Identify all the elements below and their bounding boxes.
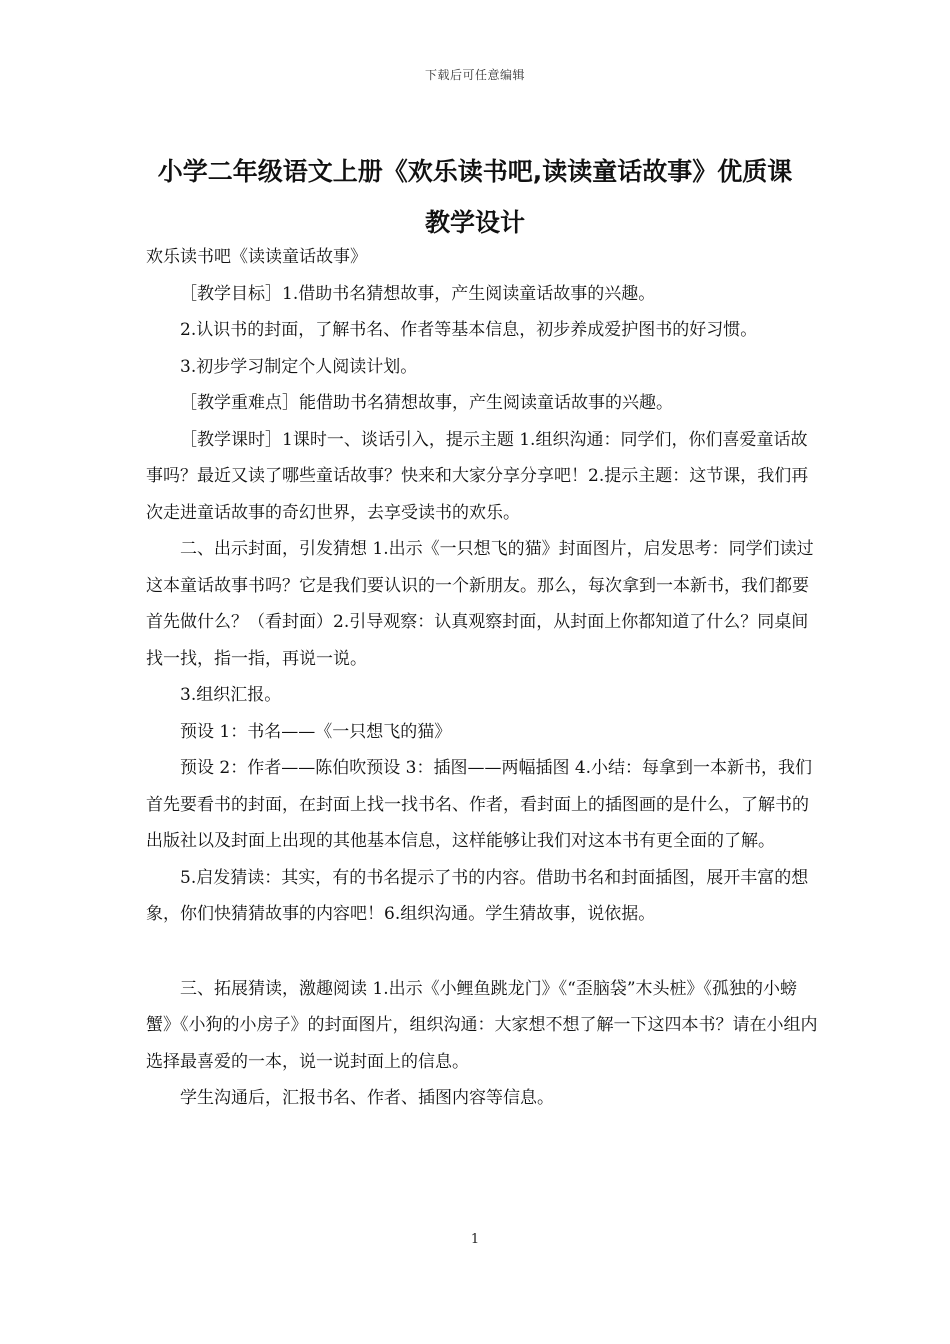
paragraph-key-points: ［教学重难点］能借助书名猜想故事，产生阅读童话故事的兴趣。 [180,393,673,413]
paragraph-guess-reading: 5.启发猜读：其实，有的书名提示了书的内容。借助书名和封面插图，展开丰富的想象，你们快猜猜故事的内容吧！6.组织沟通。学生猜故事，说依据。 [146,867,809,924]
paragraph-show-cover: 二、出示封面，引发猜想 1.出示《一只想飞的猫》封面图片，启发思考：同学们读过这本童话故事书吗？它是我们要认识的一个新朋友。那么，每次拿到一本新书，我们都要首先做什么？（看封面）2.引导观察：认真观察封面，从封面上你都知道了什么？同桌间找一找，指一指，再说一说。 [146,539,814,669]
header-note: 下载后可任意编辑 [424,68,525,82]
paragraph-teaching-goals: ［教学目标］1.借助书名猜想故事，产生阅读童话故事的兴趣。 [180,283,656,304]
paragraph-lesson-hours: ［教学课时］1课时一、谈话引入，提示主题 1.组织沟通：同学们，你们喜爱童话故事吗？最近又读了哪些童话故事？快来和大家分享分享吧！2.提示主题：这节课，我们再次走进童话故事的奇幻世界，去享受读书的欢乐。 [146,429,809,523]
lesson-heading: 欢乐读书吧《读读童话故事》 [146,247,367,267]
document-title-line-2: 教学设计 [424,208,525,237]
paragraph-goal-3: 3.初步学习制定个人阅读计划。 [180,356,418,377]
document-body [146,239,822,1117]
paragraph-goal-2: 2.认识书的封面，了解书名、作者等基本信息，初步养成爱护图书的好习惯。 [180,320,758,340]
paragraph-report: 3.组织汇报。 [180,685,282,705]
document-title-line-1: 小学二年级语文上册《欢乐读书吧,读读童话故事》优质课 [157,157,793,186]
paragraph-extended-reading: 三、拓展猜读，激趣阅读 1.出示《小鲤鱼跳龙门》《“歪脑袋”木头桩》《孤独的小螃蟹》《小狗的小房子》的封面图片，组织沟通：大家想不想了解一下这四本书？请在小组内选择最喜爱的一本，说一说封面上的信息。 [146,978,818,1072]
paragraph-student-report: 学生沟通后，汇报书名、作者、插图内容等信息。 [180,1088,554,1108]
page-number: 1 [470,1232,480,1247]
paragraph-preset-2: 预设 2：作者——陈伯吹预设 3：插图——两幅插图 4.小结：每拿到一本新书，我们首先要看书的封面，在封面上找一找书名、作者，看封面上的插图画的是什么，了解书的出版社以及封面上出现的其他基本信息，这样能够让我们对这本书有更全面的了解。 [146,758,813,851]
paragraph-preset-1: 预设 1：书名——《一只想飞的猫》 [180,721,452,742]
